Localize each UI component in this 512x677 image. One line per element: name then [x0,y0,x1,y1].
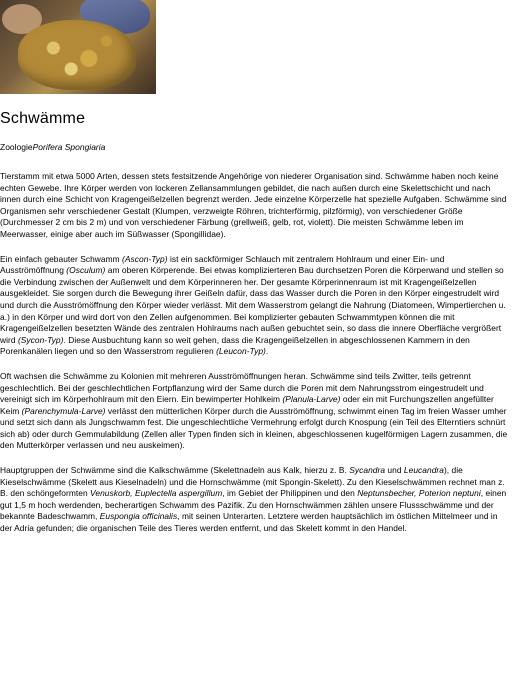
taxonomy-line [0,142,105,152]
italic-term: Venuskorb, Euplectella aspergillum [90,488,223,499]
text-run: , mit seinen Unterarten. Letztere werden hauptsächlich im östlichen Mittelmeer und in der Adria gefunden; die organischen Teile des Tieres werden entfernt, und das Skelett kommt in den Handel. [0,511,498,534]
text-run: Diese Ausbuchtung kann so weit gehen, dass die Kragengeißelzellen in abgeschlossenen Kammern in den Porenkanälen liegen und so den Wasserstrom regulieren [0,334,470,357]
italic-term: (Ascon-Typ) [122,253,168,264]
subtitle-taxon: Porifera Spongiaria [32,142,106,152]
text-run: verlässt den mütterlichen Körper durch die Ausströmöffnung, schwimmt einen Tag im freien Wasser umher und setzt sich dann als Jungschwamm fest. Die ungeschlechtliche Vermehrung erfolgt durch Knospung (ein Teil des Elterntiers schnürt sich ab) oder durch Gemmulabildung (Zellen aller Typen finden sich in kleinen, abgeschlossenen kugelförmigen Lagern zusammen, die den Mutterkörper verlassen und neu auskeimen). [0,405,508,451]
text-run: Ein einfach gebauter Schwamm [0,253,123,264]
italic-term: Neptunsbecher, Poterion neptuni [357,488,481,499]
paragraph-2 [0,254,508,358]
sponge-shape [18,20,136,90]
text-run: und [385,465,404,476]
text-run: oder ein mit Furchungszellen angefüllter Keim [0,394,494,416]
text-run: ), die Kieselschwämme (Skelett aus Kieselnadeln) und die Hornschwämme (mit Spongin-Skelett). Zu den Kieselschwämmen rechnet man z. B. den schöngeformten [0,465,505,499]
italic-term: (Leucon-Typ) [216,346,266,357]
paragraph-3 [0,371,508,452]
italic-term: (Parenchymula-Larve) [21,405,106,416]
article-body [0,171,508,548]
paragraph-1 [0,171,508,241]
text-run: , einen gut 1,5 m hoch werdenden, becherartigen Schwamm des Pazifik. Zu den Hornschwämmen zählen unsere Flussschwämme und der bekannte Badeschwamm, [0,488,507,522]
text-run: Oft wachsen die Schwämme zu Kolonien mit mehreren Ausströmöffnungen heran. Schwämme sind teils Zwitter, teils getrennt geschlechtlich. Bei der geschlechtlichen Fortpflanzung wird der Same durch die Poren mit dem Nahrungsstrom eingestrudelt und vereinigt sich im Körperhohlraum mit den Eiern. Ein bewimperter Hohlkeim [0,370,484,405]
text-run: ist ein sackförmiger Schlauch mit zentralem Hohlraum und einer Ein- und Ausströmöffnung [0,253,445,276]
italic-term: (Sycon-Typ). [17,334,66,345]
text-run: am oberen Körperende. Bei etwas komplizierteren Bau durchsetzen Poren die Körperwand und stellen so die Verbindung zwischen der Außenwelt und dem Körperinneren her. Der gesamte Körperinnenraum ist mit Kragengeißelzellen ausgekleidet. Sie sorgen durch die Bewegung ihrer Geißeln dafür, dass das Wasser durch die Poren in den Körper eingestrudelt wird und durch die Ausströmöffnung den Körper wieder verlässt. Mit dem Wasserstrom gelangt die Nahrung (Diatomeen, Wimpertierchen u. a.) in den Körper und wird dort von den Zellen aufgenommen. Bei komplizierter gebauten Schwammtypen können die mit Kragengeißelzellen besetzten Wände des zentralen Hohlraums nach außen gebuchtet sein, so dass die innere Oberfläche vergrößert wird [0,265,506,345]
text-run: Tierstamm mit etwa 5000 Arten, dessen stets festsitzende Angehörige von niederer Organisation sind. Schwämme haben noch keine echten Gewebe. Ihre Körper werden von lockeren Zellansammlungen gebildet, die nach außen durch eine Skelettschicht und nach innen durch eine Schicht von Kragengeißelzellen begrenzt werden. Jede einzelne Körperzelle hat spezielle Aufgaben. Schwämme sind Organismen sehr verschiedener Gestalt (Klumpen, verzweigte Röhren, trichterförmig, pilzförmig), von verschiedener Größe (Durchmesser 2 cm bis 2 m) und von verschiedener Färbung (grellweiß, gelb, rot, violett). Die meisten Schwämme leben im Meerwasser, einige aber auch im Süßwasser (Spongillidae). [0,171,507,239]
italic-term: Sycandra [349,465,386,476]
text-run: , im Gebiet der Philippinen und den [222,488,358,499]
italic-term: (Planula-Larve) [282,394,341,405]
italic-term: Euspongia officinalis [99,511,178,522]
italic-term: (Osculum) [66,265,106,276]
text-run: Hauptgruppen der Schwämme sind die Kalkschwämme (Skelettnadeln aus Kalk, hierzu z. B. [0,465,350,476]
subtitle-prefix: Zoologie [0,142,33,152]
sponge-photo [0,0,156,94]
paragraph-4 [0,465,508,535]
text-run: . [265,346,269,357]
page-title: Schwämme [0,110,86,127]
italic-term: Leucandra [403,465,444,476]
